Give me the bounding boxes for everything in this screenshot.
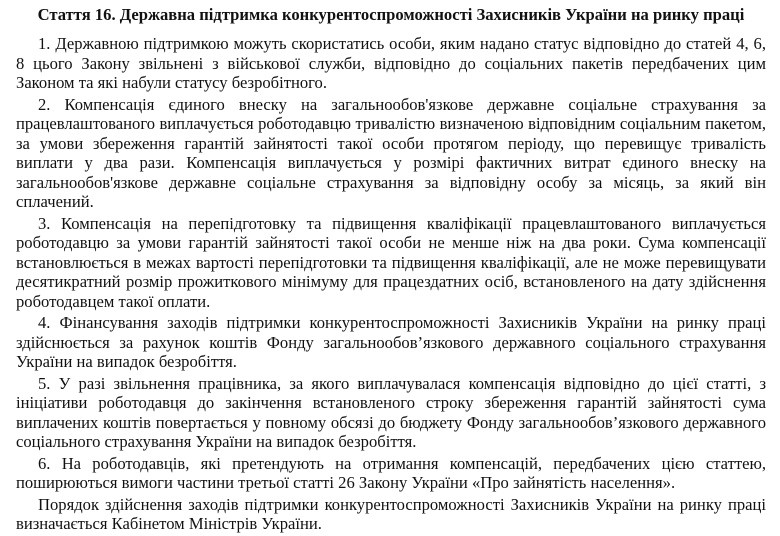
paragraph-3: 3. Компенсація на перепідготовку та підвищення кваліфікації працевлаштованого виплачується роботодавцю за умови гарантій зайнятості такої особи не менше ніж на два роки. Сума компенсації встановлюється в межах вартості перепідготовки та підвищення кваліфікації, але не може перевищувати десятикратний розмір прожиткового мінімуму для працездатних осіб, встановленого на дату здійснення роботодавцем такої оплати. (16, 213, 766, 311)
article-title: Стаття 16. Державна підтримка конкурентоспроможності Захисників України на ринку праці (37, 5, 745, 24)
paragraph-4: 4. Фінансування заходів підтримки конкурентоспроможності Захисників України на ринку праці здійснюється за рахунок коштів Фонду загальнообов’язкового державного соціального страхування України на випадок безробіття. (16, 313, 766, 371)
paragraph-5: 5. У разі звільнення працівника, за якого виплачувалася компенсація відповідно до цієї статті, з ініціативи роботодавця до закінчення встановленого строку збереження гарантій зайнятості сума виплачених коштів повертається у повному обсязі до бюджету Фонду загальнообов’язкового державного соціального страхування України на випадок безробіття. (16, 373, 766, 451)
paragraph-6: 6. На роботодавців, які претендують на отримання компенсацій, передбачених цією статтею, поширюються вимоги частини третьої статті 26 Закону України «Про зайнятість населення». (16, 453, 766, 492)
paragraph-2: 2. Компенсація єдиного внеску на загальнообов'язкове державне соціальне страхування за працевлаштованого виплачується роботодавцю тривалістю визначеною відповідним соціальним пакетом, за умови збереження гарантій зайнятості такої особи протягом періоду, що перевищує тривалість виплати у два рази. Компенсація виплачується у розмірі фактичних витрат єдиного внеску на загальнообов'язкове державне соціальне страхування за відповідну особу за місяць, за який він сплачений. (16, 94, 766, 211)
paragraph-1: 1. Державною підтримкою можуть скористатись особи, яким надано статус відповідно до статей 4, 6, 8 цього Закону звільнені з військової служби, відповідно до соціальних пакетів передбачених цим Законом та які набули статусу безробітного. (16, 34, 766, 92)
paragraph-procedure: Порядок здійснення заходів підтримки конкурентоспроможності Захисників України на ринку праці визначається Кабінетом Міністрів України. (16, 494, 766, 533)
document-body (16, 4, 766, 536)
